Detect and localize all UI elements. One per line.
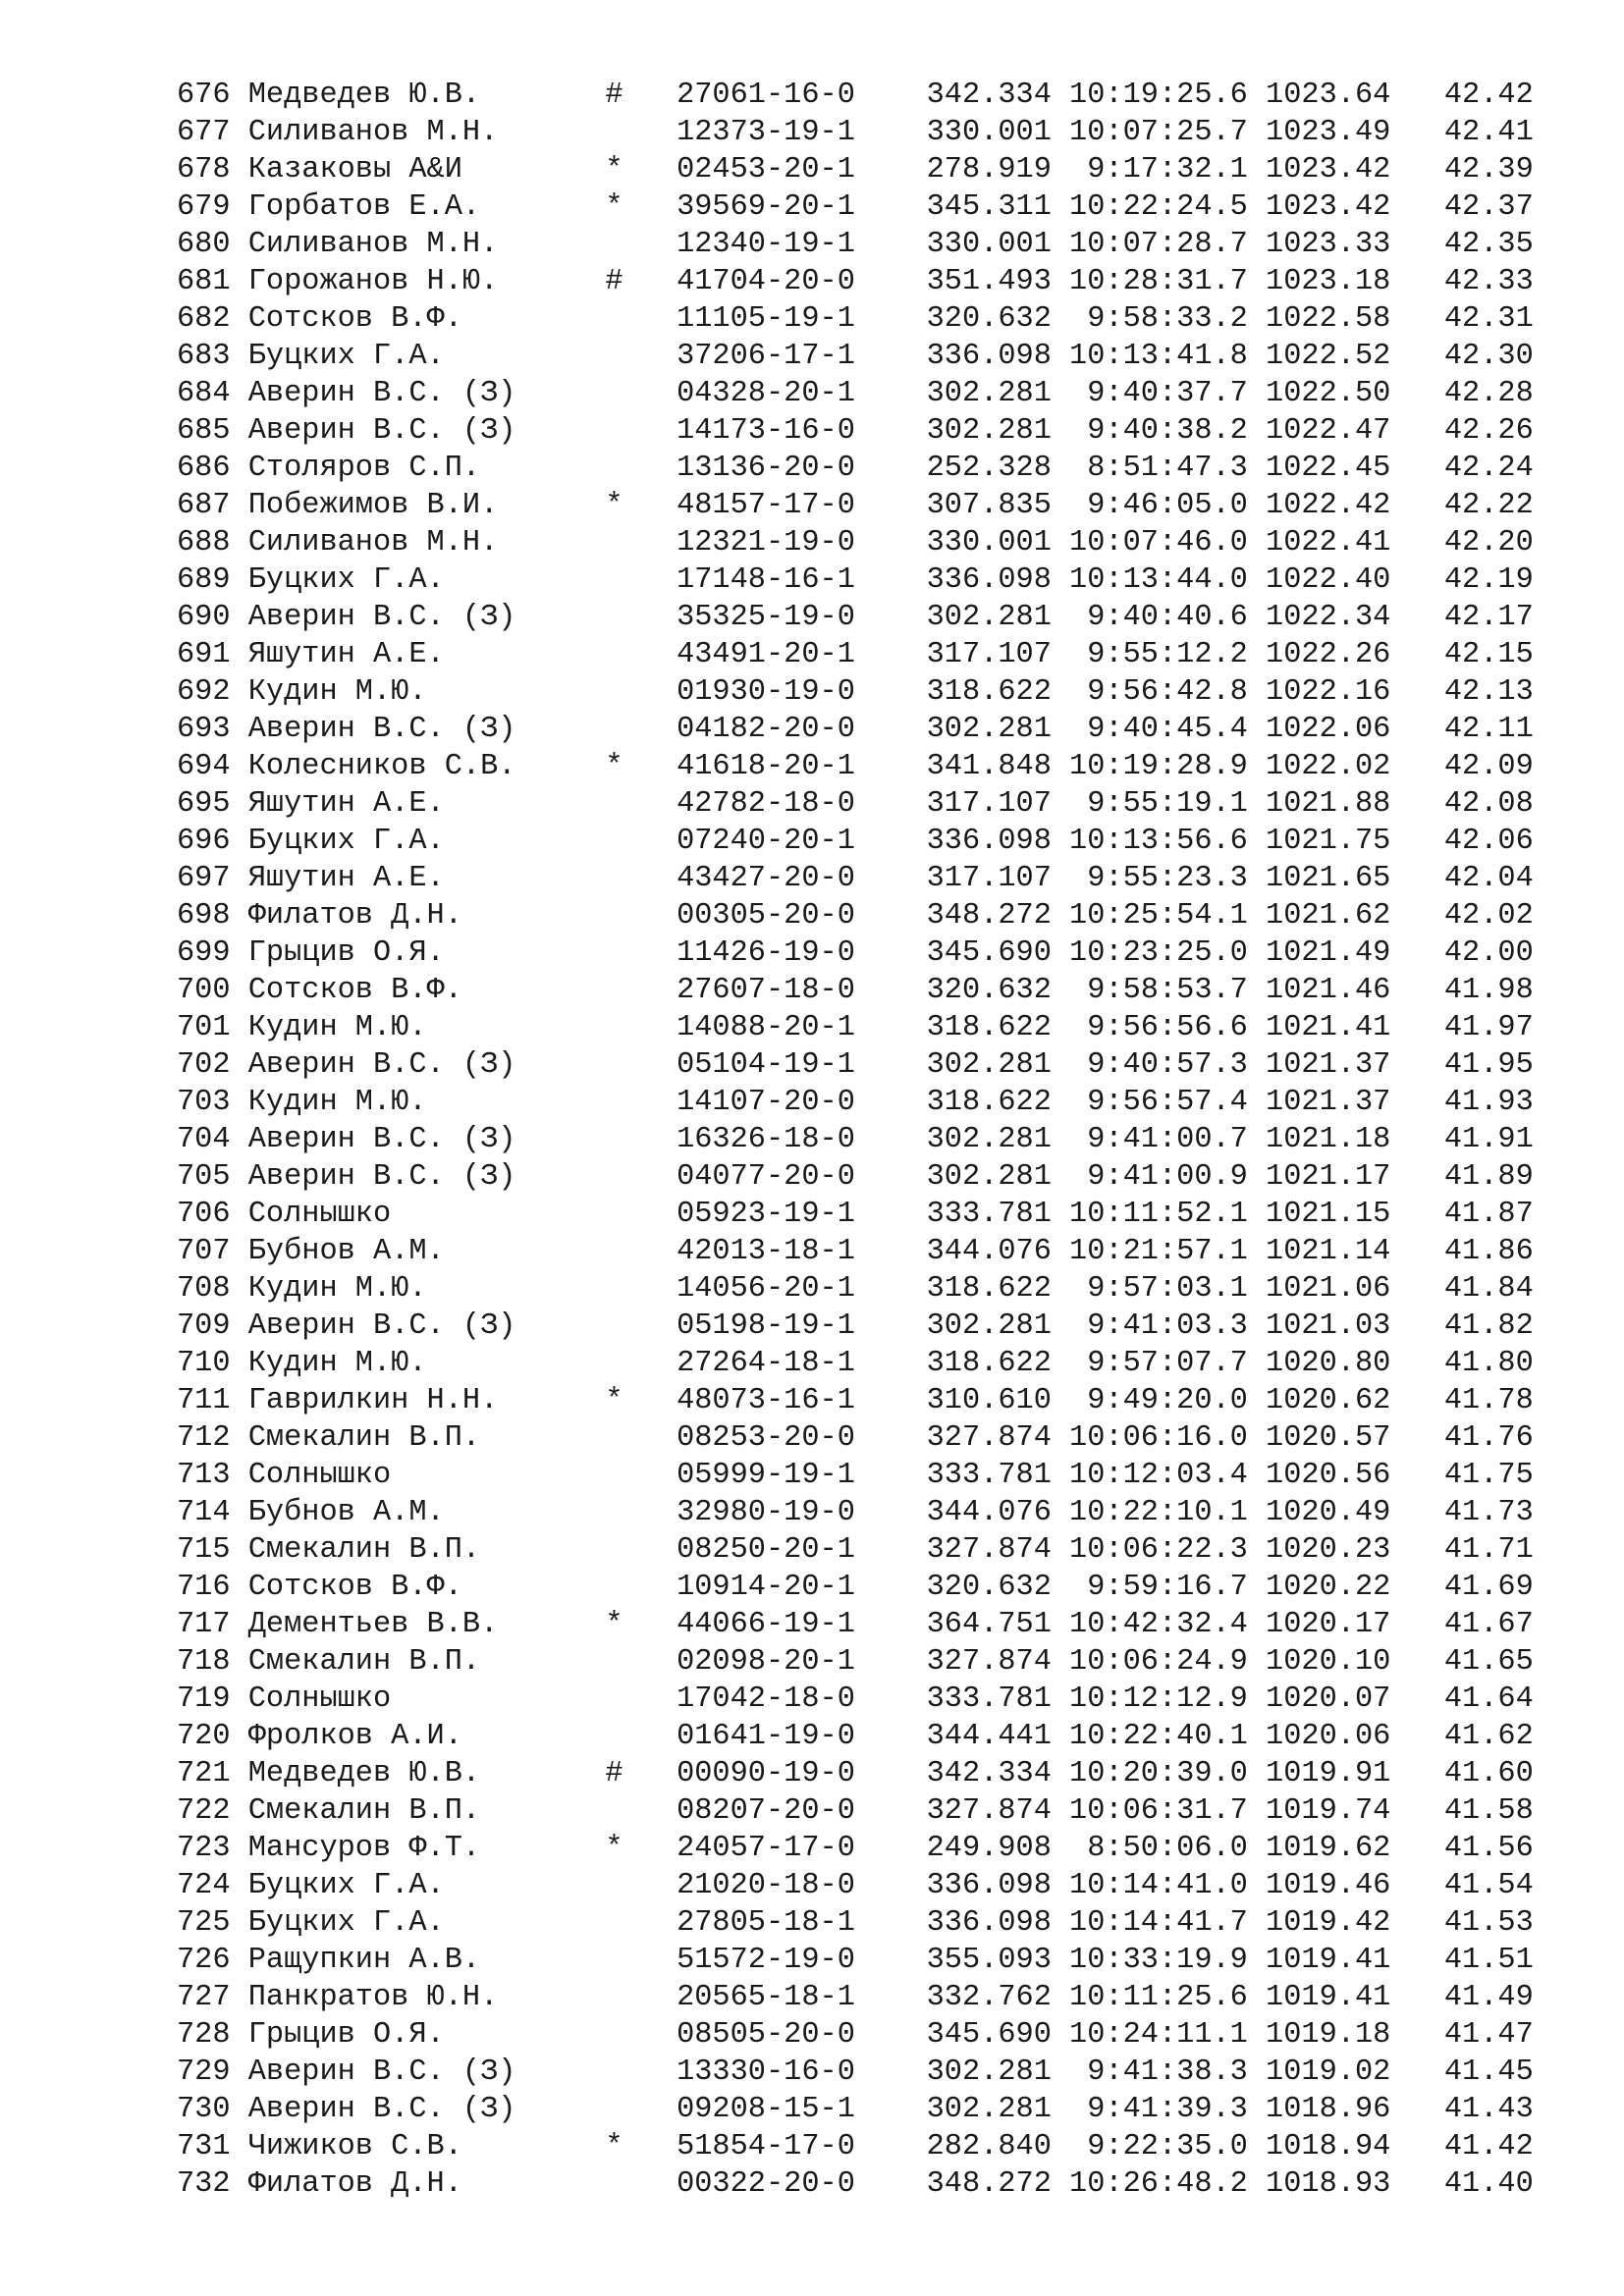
result-row: 677 Силиванов М.Н. 12373-19-1 330.001 10:07:25.7 1023.49 42.41: [177, 116, 1534, 149]
result-row: 712 Смекалин В.П. 08253-20-0 327.874 10:06:16.0 1020.57 41.76: [177, 1421, 1534, 1455]
result-row: 717 Дементьев В.В. * 44066-19-1 364.751 10:42:32.4 1020.17 41.67: [177, 1608, 1534, 1641]
result-row: 711 Гаврилкин Н.Н. * 48073-16-1 310.610 9:49:20.0 1020.62 41.78: [177, 1384, 1534, 1417]
result-row: 680 Силиванов М.Н. 12340-19-1 330.001 10:07:28.7 1023.33 42.35: [177, 228, 1534, 261]
result-row: 679 Горбатов Е.А. * 39569-20-1 345.311 10:22:24.5 1023.42 42.37: [177, 190, 1534, 224]
result-row: 709 Аверин В.С. (З) 05198-19-1 302.281 9:41:03.3 1021.03 41.82: [177, 1309, 1534, 1343]
result-row: 682 Сотсков В.Ф. 11105-19-1 320.632 9:58:33.2 1022.58 42.31: [177, 302, 1534, 336]
result-row: 723 Мансуров Ф.Т. * 24057-17-0 249.908 8:50:06.0 1019.62 41.56: [177, 1832, 1534, 1865]
result-row: 713 Солнышко 05999-19-1 333.781 10:12:03.4 1020.56 41.75: [177, 1459, 1534, 1492]
result-row: 700 Сотсков В.Ф. 27607-18-0 320.632 9:58:53.7 1021.46 41.98: [177, 974, 1534, 1007]
result-row: 728 Грыцив О.Я. 08505-20-0 345.690 10:24:11.1 1019.18 41.47: [177, 2018, 1534, 2052]
result-row: 724 Буцких Г.А. 21020-18-0 336.098 10:14:41.0 1019.46 41.54: [177, 1869, 1534, 1902]
result-row: 693 Аверин В.С. (З) 04182-20-0 302.281 9:40:45.4 1022.06 42.11: [177, 713, 1534, 746]
result-row: 702 Аверин В.С. (З) 05104-19-1 302.281 9:40:57.3 1021.37 41.95: [177, 1048, 1534, 1082]
result-row: 701 Кудин М.Ю. 14088-20-1 318.622 9:56:56.6 1021.41 41.97: [177, 1011, 1534, 1044]
result-row: 681 Горожанов Н.Ю. # 41704-20-0 351.493 10:28:31.7 1023.18 42.33: [177, 265, 1534, 298]
result-row: 729 Аверин В.С. (З) 13330-16-0 302.281 9:41:38.3 1019.02 41.45: [177, 2056, 1534, 2089]
result-row: 703 Кудин М.Ю. 14107-20-0 318.622 9:56:57.4 1021.37 41.93: [177, 1086, 1534, 1119]
result-row: 692 Кудин М.Ю. 01930-19-0 318.622 9:56:42.8 1022.16 42.13: [177, 675, 1534, 709]
result-row: 714 Бубнов А.М. 32980-19-0 344.076 10:22:10.1 1020.49 41.73: [177, 1496, 1534, 1529]
result-row: 704 Аверин В.С. (З) 16326-18-0 302.281 9:41:00.7 1021.18 41.91: [177, 1123, 1534, 1156]
result-row: 697 Яшутин А.Е. 43427-20-0 317.107 9:55:23.3 1021.65 42.04: [177, 862, 1534, 895]
result-row: 691 Яшутин А.Е. 43491-20-1 317.107 9:55:12.2 1022.26 42.15: [177, 638, 1534, 671]
result-row: 706 Солнышко 05923-19-1 333.781 10:11:52.1 1021.15 41.87: [177, 1198, 1534, 1231]
result-row: 720 Фролков А.И. 01641-19-0 344.441 10:22:40.1 1020.06 41.62: [177, 1720, 1534, 1753]
result-row: 710 Кудин М.Ю. 27264-18-1 318.622 9:57:07.7 1020.80 41.80: [177, 1347, 1534, 1380]
result-row: 685 Аверин В.С. (З) 14173-16-0 302.281 9:40:38.2 1022.47 42.26: [177, 414, 1534, 448]
result-row: 730 Аверин В.С. (З) 09208-15-1 302.281 9:41:39.3 1018.96 41.43: [177, 2093, 1534, 2126]
result-row: 694 Колесников С.В. * 41618-20-1 341.848 10:19:28.9 1022.02 42.09: [177, 750, 1534, 783]
result-row: 684 Аверин В.С. (З) 04328-20-1 302.281 9:40:37.7 1022.50 42.28: [177, 377, 1534, 410]
result-row: 718 Смекалин В.П. 02098-20-1 327.874 10:06:24.9 1020.10 41.65: [177, 1645, 1534, 1679]
result-row: 716 Сотсков В.Ф. 10914-20-1 320.632 9:59:16.7 1020.22 41.69: [177, 1571, 1534, 1604]
result-row: 726 Ращупкин А.В. 51572-19-0 355.093 10:33:19.9 1019.41 41.51: [177, 1944, 1534, 1977]
result-row: 678 Казаковы А&И * 02453-20-1 278.919 9:17:32.1 1023.42 42.39: [177, 153, 1534, 187]
result-row: 683 Буцких Г.А. 37206-17-1 336.098 10:13:41.8 1022.52 42.30: [177, 340, 1534, 373]
result-row: 686 Столяров С.П. 13136-20-0 252.328 8:51:47.3 1022.45 42.24: [177, 452, 1534, 485]
result-row: 732 Филатов Д.Н. 00322-20-0 348.272 10:26:48.2 1018.93 41.40: [177, 2167, 1534, 2201]
result-row: 695 Яшутин А.Е. 42782-18-0 317.107 9:55:19.1 1021.88 42.08: [177, 787, 1534, 821]
result-row: 707 Бубнов А.М. 42013-18-1 344.076 10:21:57.1 1021.14 41.86: [177, 1235, 1534, 1268]
result-row: 699 Грыцив О.Я. 11426-19-0 345.690 10:23:25.0 1021.49 42.00: [177, 936, 1534, 970]
result-row: 715 Смекалин В.П. 08250-20-1 327.874 10:06:22.3 1020.23 41.71: [177, 1533, 1534, 1567]
result-row: 698 Филатов Д.Н. 00305-20-0 348.272 10:25:54.1 1021.62 42.02: [177, 899, 1534, 933]
result-row: 722 Смекалин В.П. 08207-20-0 327.874 10:06:31.7 1019.74 41.58: [177, 1794, 1534, 1828]
result-row: 719 Солнышко 17042-18-0 333.781 10:12:12.9 1020.07 41.64: [177, 1682, 1534, 1716]
result-row: 708 Кудин М.Ю. 14056-20-1 318.622 9:57:03.1 1021.06 41.84: [177, 1272, 1534, 1306]
result-row: 676 Медведев Ю.В. # 27061-16-0 342.334 10:19:25.6 1023.64 42.42: [177, 79, 1534, 112]
result-row: 688 Силиванов М.Н. 12321-19-0 330.001 10:07:46.0 1022.41 42.20: [177, 526, 1534, 560]
result-row: 696 Буцких Г.А. 07240-20-1 336.098 10:13:56.6 1021.75 42.06: [177, 825, 1534, 858]
result-row: 721 Медведев Ю.В. # 00090-19-0 342.334 10:20:39.0 1019.91 41.60: [177, 1757, 1534, 1790]
results-table: [177, 77, 1534, 2203]
result-row: 690 Аверин В.С. (З) 35325-19-0 302.281 9:40:40.6 1022.34 42.17: [177, 601, 1534, 634]
result-row: 725 Буцких Г.А. 27805-18-1 336.098 10:14:41.7 1019.42 41.53: [177, 1906, 1534, 1940]
result-row: 705 Аверин В.С. (З) 04077-20-0 302.281 9:41:00.9 1021.17 41.89: [177, 1160, 1534, 1194]
result-row: 727 Панкратов Ю.Н. 20565-18-1 332.762 10:11:25.6 1019.41 41.49: [177, 1981, 1534, 2014]
result-row: 687 Побежимов В.И. * 48157-17-0 307.835 9:46:05.0 1022.42 42.22: [177, 489, 1534, 522]
result-row: 689 Буцких Г.А. 17148-16-1 336.098 10:13:44.0 1022.40 42.19: [177, 563, 1534, 597]
result-row: 731 Чижиков С.В. * 51854-17-0 282.840 9:22:35.0 1018.94 41.42: [177, 2130, 1534, 2163]
